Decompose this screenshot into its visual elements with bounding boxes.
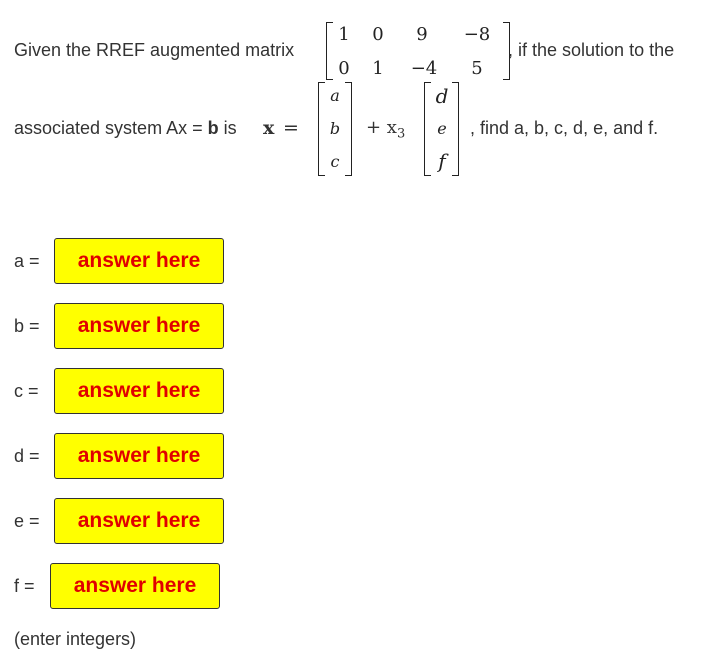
- matrix-cell: −4: [410, 58, 438, 79]
- answer-row-e: [14, 496, 224, 546]
- answer-row-c: [14, 366, 224, 416]
- answer-input-e[interactable]: answer here: [54, 498, 224, 544]
- answer-row-f: [14, 561, 220, 611]
- vector1-entry: a: [330, 86, 340, 105]
- matrix-cell: 5: [471, 58, 483, 79]
- prompt-line2: [14, 118, 237, 139]
- matrix-cell: −8: [463, 24, 491, 45]
- matrix-cell: 0: [372, 24, 384, 45]
- matrix-cell: 1: [372, 58, 384, 79]
- prompt-line1-pre: Given the RREF augmented matrix: [14, 40, 295, 60]
- bold-x: x: [263, 117, 275, 139]
- answer-label-b: b =: [14, 315, 40, 336]
- vector1-entry: b: [329, 119, 341, 138]
- vector1-right-bracket: [345, 82, 352, 176]
- prompt-line2-pre: associated system Ax =: [14, 118, 208, 138]
- answer-input-a[interactable]: answer here: [54, 238, 224, 284]
- answer-row-d: [14, 431, 224, 481]
- equals-sign: =: [283, 117, 299, 139]
- vector2-left-bracket: [424, 82, 431, 176]
- answer-label-c: c =: [14, 380, 39, 401]
- vector1-entry: c: [330, 152, 340, 171]
- vector2-entry: f: [438, 149, 446, 173]
- vector2-entry: e: [437, 119, 447, 138]
- prompt-line2-post: , find a, b, c, d, e, and f.: [470, 118, 659, 138]
- answer-label-a: a =: [14, 250, 40, 271]
- answer-label-e: e =: [14, 510, 40, 531]
- matrix-cell: 0: [338, 58, 350, 79]
- matrix-cell: 1: [338, 24, 350, 45]
- answer-input-d[interactable]: answer here: [54, 433, 224, 479]
- plus-x3: + $x_3$: [366, 117, 406, 142]
- prompt-line1-post: , if the solution to the: [508, 40, 675, 60]
- answer-input-c[interactable]: answer here: [54, 368, 224, 414]
- vector2-entry: d: [435, 84, 449, 108]
- answer-row-a: [14, 236, 224, 286]
- answer-input-b[interactable]: answer here: [54, 303, 224, 349]
- prompt-line2-is: is: [218, 118, 237, 138]
- answer-input-f[interactable]: answer here: [50, 563, 220, 609]
- footer-note: (enter integers): [14, 629, 137, 649]
- bold-b: b: [207, 118, 219, 138]
- answer-label-d: d =: [14, 445, 40, 466]
- answer-label-f: f =: [14, 575, 35, 596]
- answer-row-b: [14, 301, 224, 351]
- matrix-cell: 9: [416, 24, 428, 45]
- vector2-right-bracket: [452, 82, 459, 176]
- vector1-left-bracket: [318, 82, 325, 176]
